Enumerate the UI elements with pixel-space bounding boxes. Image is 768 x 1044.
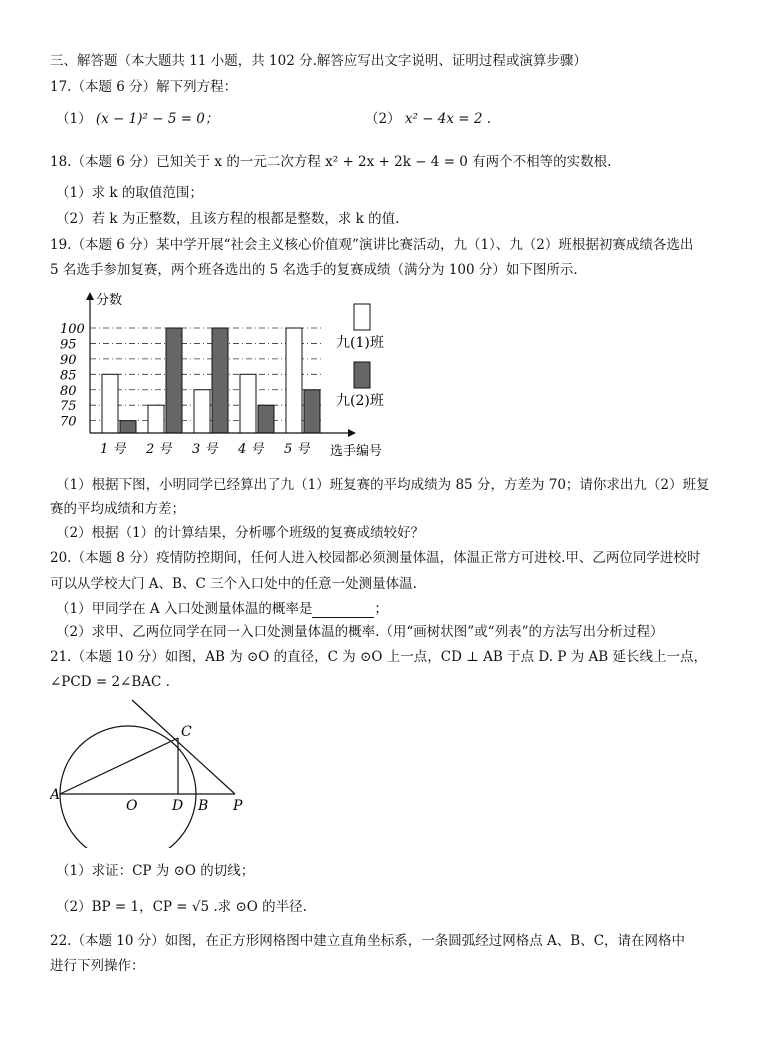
- q22-stem-line2: 进行下列操作：: [50, 958, 145, 974]
- section-title: 三、解答题（本大题共 11 小题，共 102 分.解答应写出文字说明、证明过程或演算步骤）: [50, 53, 587, 69]
- label-o: O: [126, 798, 138, 814]
- label-a: A: [50, 787, 61, 803]
- q21-part2: （2）BP = 1，CP = √5 .求 ⊙O 的半径.: [56, 899, 307, 915]
- x-tick-labels: [100, 442, 310, 457]
- x-axis-arrow: [348, 429, 356, 437]
- q20-part2: （2）求甲、乙两位同学在同一入口处测量体温的概率.（用“画树状图”或“列表”的方法写出分析过程）: [56, 624, 664, 640]
- q21-part1: （1）求证：CP 为 ⊙O 的切线；: [56, 863, 255, 879]
- bar: [286, 328, 302, 433]
- q19-stem-line2: 5 名选手参加复赛，两个班各选出的 5 名选手的复赛成绩（满分为 100 分）如下图所示.: [50, 262, 578, 278]
- y-axis-arrow: [86, 292, 94, 300]
- label-d: D: [172, 798, 184, 814]
- y-tick-label: 70: [60, 414, 77, 430]
- bar: [304, 390, 320, 433]
- answer-blank: [312, 603, 374, 618]
- bar: [120, 421, 136, 433]
- bar: [194, 390, 210, 433]
- x-axis-label: 选手编号: [330, 444, 383, 459]
- q21-stem-line2: ∠PCD = 2∠BAC .: [50, 674, 170, 690]
- x-tick-label: 1 号: [100, 442, 126, 457]
- y-tick-label: 100: [60, 322, 85, 337]
- tangent-line-cp: [132, 700, 235, 794]
- x-tick-label: 3 号: [192, 442, 218, 457]
- q18-part2: （2）若 k 为正整数，且该方程的根都是整数，求 k 的值.: [56, 211, 400, 227]
- bar: [102, 374, 118, 433]
- legend-label: 九(1)班: [336, 335, 384, 351]
- circle-tangent-figure: [50, 698, 250, 848]
- q17-part2-equation: x² − 4x = 2 .: [404, 111, 492, 127]
- label-p: P: [233, 798, 243, 814]
- x-tick-label: 2 号: [146, 442, 172, 457]
- bar: [258, 405, 274, 433]
- legend-swatch: [354, 304, 370, 330]
- y-tick-label: 85: [60, 368, 77, 384]
- circle-o: [60, 726, 196, 848]
- q17-part1-label: （1）: [56, 111, 92, 127]
- y-tick-label: 95: [60, 337, 77, 353]
- q18-stem: 18.（本题 6 分）已知关于 x 的一元二次方程 x² + 2x + 2k − 4 = 0 有两个不相等的实数根.: [50, 154, 612, 170]
- q19-part2: （2）根据（1）的计算结果，分析哪个班级的复赛成绩较好？: [56, 525, 425, 541]
- q17-part2: [365, 110, 491, 128]
- q21-stem-line1: 21.（本题 10 分）如图，AB 为 ⊙O 的直径，C 为 ⊙O 上一点，CD ⊥ AB 于点 D. P 为 AB 延长线上一点，: [50, 649, 707, 665]
- q17-part1-equation: (x − 1)² − 5 = 0；: [95, 111, 219, 127]
- y-tick-label: 90: [60, 352, 77, 368]
- q19-stem-line1: 19.（本题 6 分）某中学开展“社会主义核心价值观”演讲比赛活动，九（1）、九（2）班根据初赛成绩各选出: [50, 237, 694, 253]
- segment-ac: [60, 738, 178, 794]
- y-tick-label: 80: [60, 383, 77, 399]
- q20-stem-line2: 可以从学校大门 A、B、C 三个入口处中的任意一处测量体温.: [50, 576, 417, 592]
- q17-part2-label: （2）: [365, 111, 401, 127]
- q19-part1-line2: 赛的平均成绩和方差；: [50, 501, 185, 517]
- x-tick-label: 4 号: [238, 442, 264, 457]
- bar: [166, 328, 182, 433]
- q20-stem-line1: 20.（本题 8 分）疫情防控期间，任何人进入校园都必须测量体温，体温正常方可进校.甲、乙两位同学进校时: [50, 550, 701, 566]
- q17-part1: [56, 110, 218, 128]
- legend-swatch: [354, 362, 370, 388]
- q19-part1-line1: （1）根据下图，小明同学已经算出了九（1）班复赛的平均成绩为 85 分，方差为 70；请你求出九（2）班复: [56, 477, 710, 493]
- q20-part1-end: ；: [374, 601, 388, 617]
- y-tick-labels: [60, 322, 85, 430]
- q22-stem-line1: 22.（本题 10 分）如图，在正方形网格图中建立直角坐标系，一条圆弧经过网格点 A、B、C，请在网格中: [50, 933, 686, 949]
- q17-stem: 17.（本题 6 分）解下列方程：: [50, 79, 238, 95]
- score-bar-chart: [60, 290, 400, 465]
- label-c: C: [181, 724, 192, 740]
- bar: [240, 374, 256, 433]
- label-b: B: [198, 798, 209, 814]
- q20-part1-text: （1）甲同学在 A 入口处测量体温的概率是: [56, 601, 313, 617]
- x-tick-label: 5 号: [284, 442, 310, 457]
- y-axis-label: 分数: [96, 293, 123, 308]
- bar: [212, 328, 228, 433]
- y-tick-label: 75: [60, 399, 77, 415]
- q20-part1: [56, 600, 388, 618]
- chart-legend: [336, 304, 384, 409]
- legend-label: 九(2)班: [336, 393, 384, 409]
- bar: [148, 405, 164, 433]
- q18-part1: （1）求 k 的取值范围；: [56, 185, 203, 201]
